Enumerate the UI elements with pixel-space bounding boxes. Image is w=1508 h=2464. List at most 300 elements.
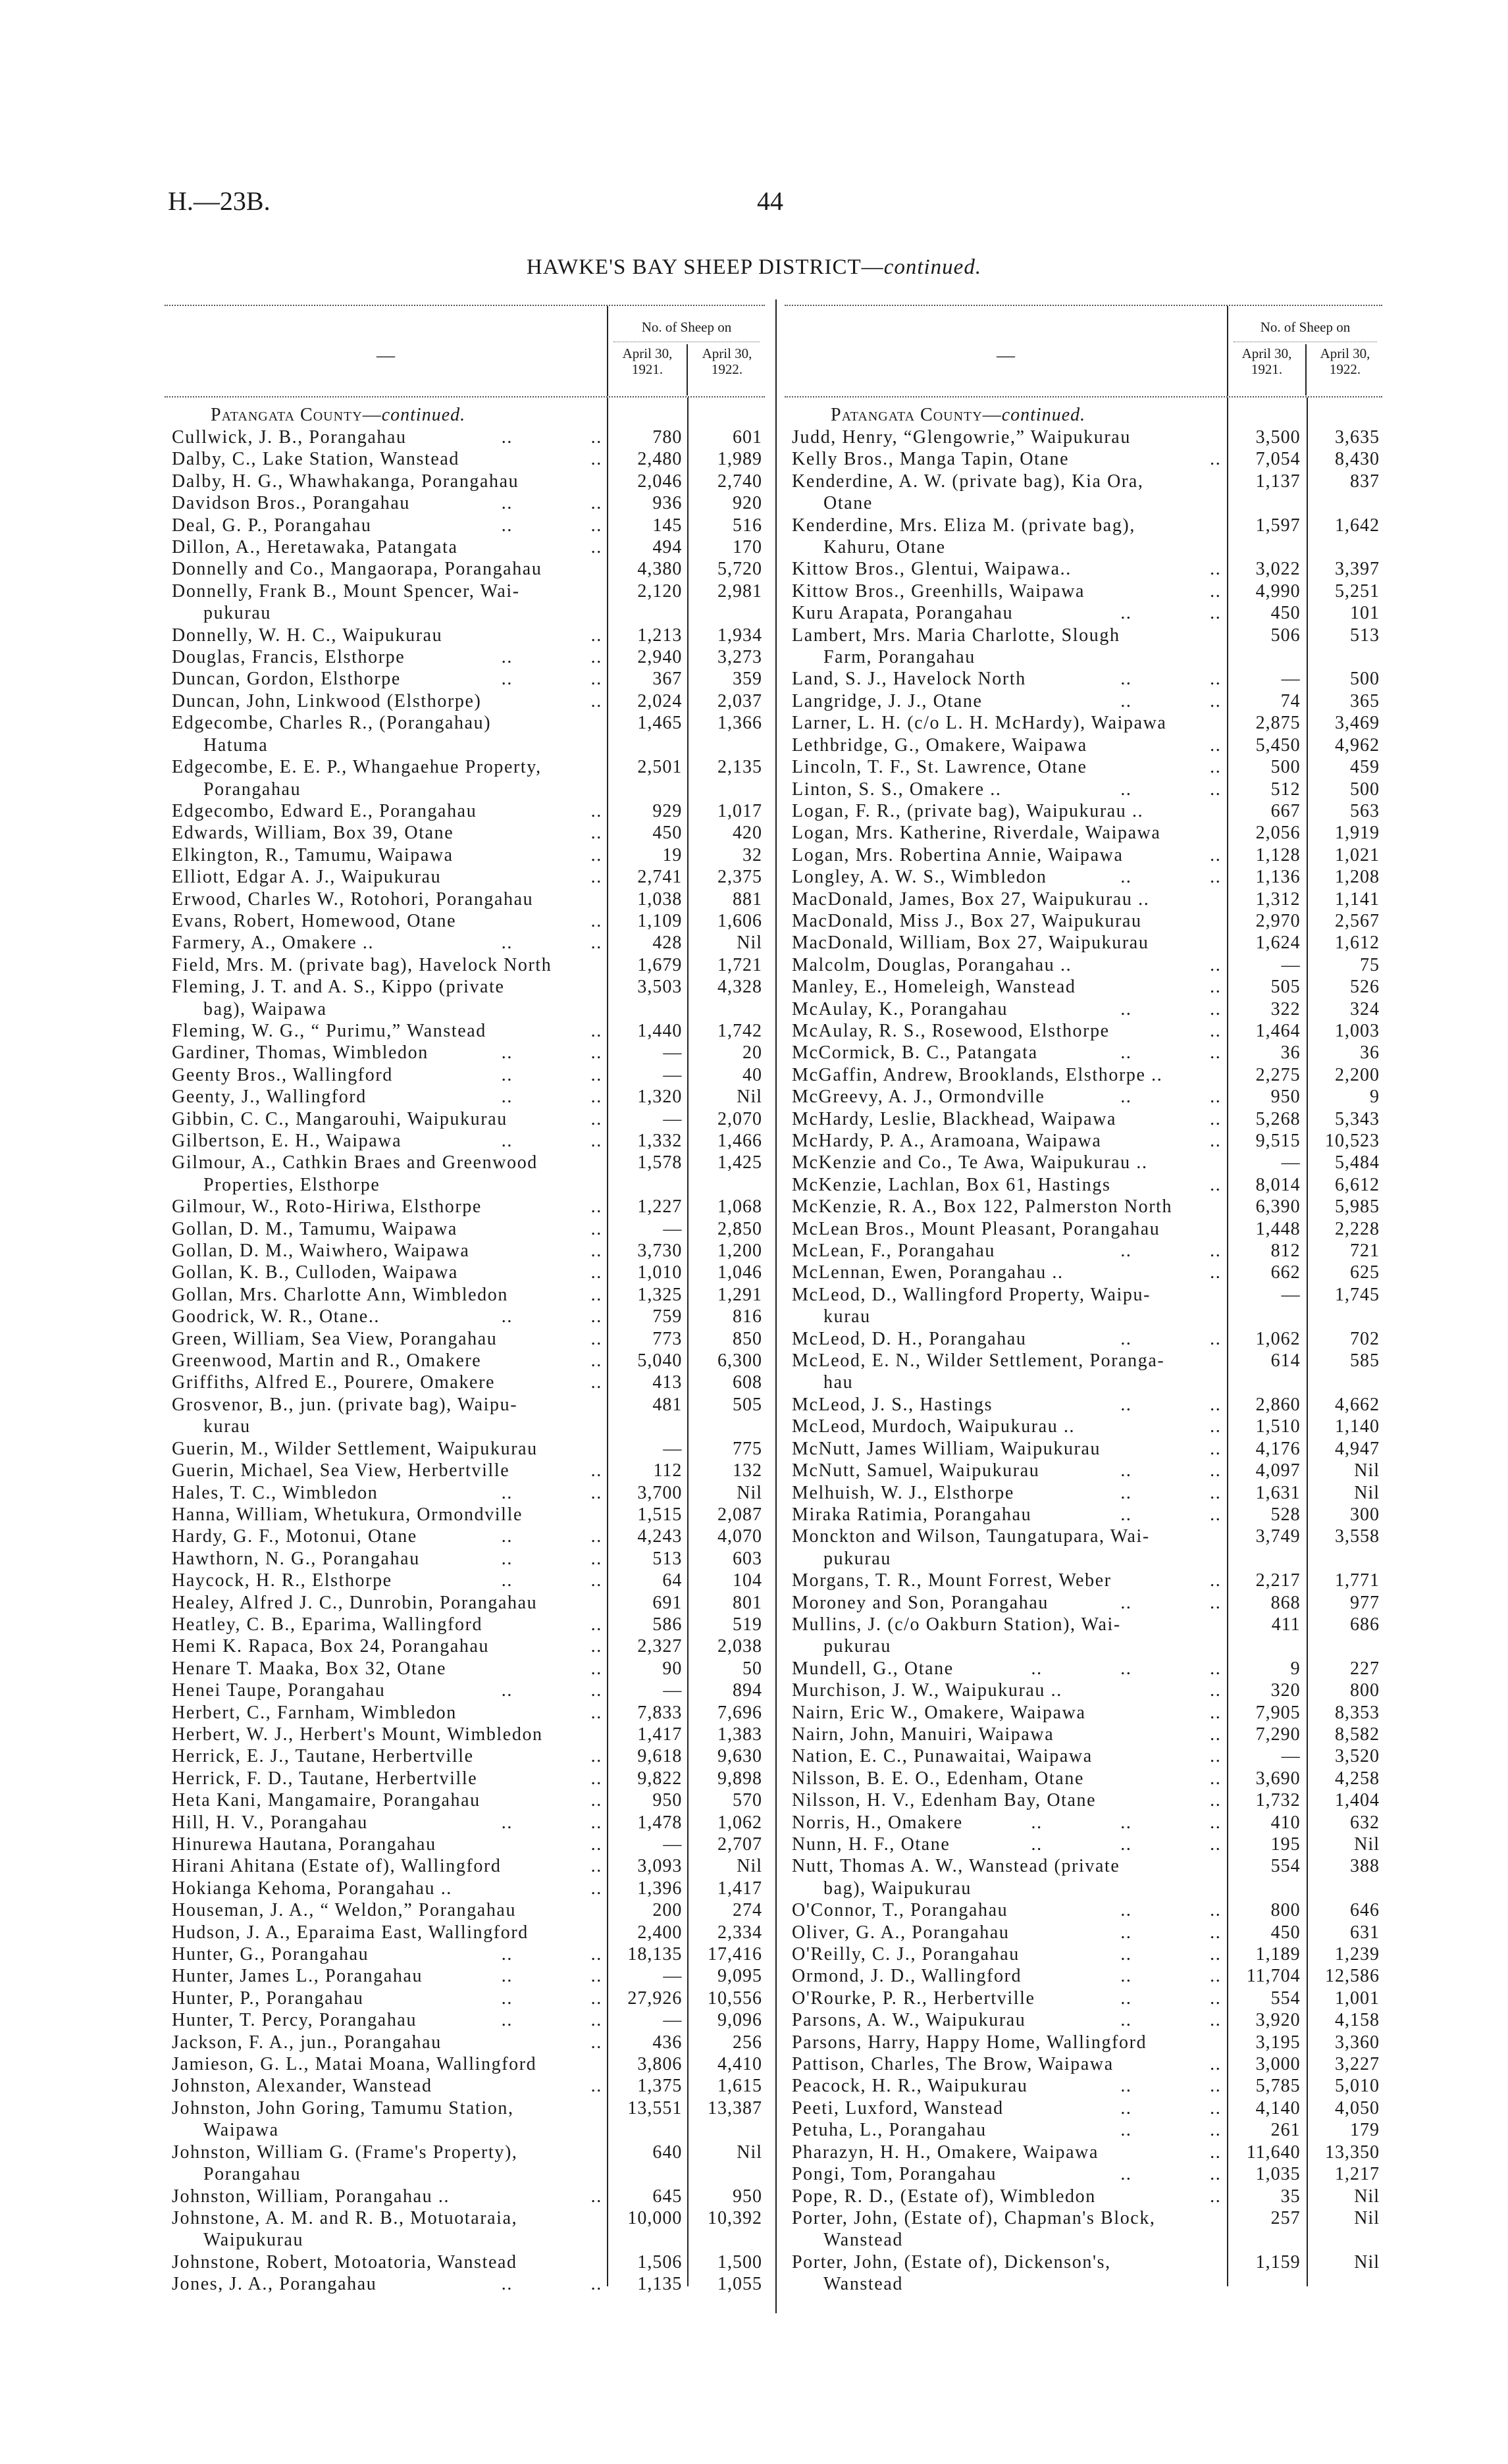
owner-name: Davidson Bros., Porangahau [172,493,411,514]
dot-leader: .. .. [501,2010,602,2031]
dot-leader: .. .. [1120,690,1222,711]
owner-cell [785,1724,1224,1745]
sheep-1921: 4,140 [1255,2097,1301,2118]
dot-leader: .. [1210,977,1222,998]
owner-name: Kenderdine, A. W. (private bag), Kia Ora, [792,471,1144,492]
owner-name: Gollan, K. B., Culloden, Waipawa [172,1262,458,1283]
owner-cell [785,734,1224,756]
sheep-1921: 2,875 [1255,713,1301,734]
table-row [785,2207,1382,2251]
sheep-1921: 950 [652,1790,683,1811]
owner-line [792,1965,1224,1987]
owner-line [792,2009,1224,2031]
owner-line [172,1306,605,1327]
owner-line [792,932,1224,954]
sheep-1921: 929 [652,800,683,821]
owner-line [792,2032,1224,2053]
sheep-1922: 324 [1350,998,1380,1019]
owner-line [792,954,1224,976]
owner-cell [785,1812,1224,1834]
owner-cell [785,1218,1224,1240]
sheep-1921: 936 [652,493,683,514]
owner-cell [785,1680,1224,1701]
owner-cell [165,1218,605,1240]
table-row [785,1614,1382,1658]
sheep-1922: 1,141 [1335,888,1380,910]
sheep-1921: 7,905 [1255,1702,1301,1723]
table-row [165,822,765,844]
owner-cell [785,888,1224,910]
sheep-1921: 1,038 [637,888,683,910]
sheep-1921: 18,135 [627,1944,683,1965]
dot-leader: .. [590,1702,602,1723]
owner-line [792,602,1224,624]
sheep-1922: 8,430 [1335,449,1380,470]
table-row [165,2207,765,2251]
title-main: HAWKE'S BAY SHEEP DISTRICT— [526,255,884,279]
owner-line [792,2186,1224,2207]
owner-line [172,866,605,888]
owner-cell [165,1372,605,1393]
sheep-1922: 4,962 [1335,734,1380,756]
owner-cell [785,1086,1224,1108]
sheep-1922: 1,001 [1335,1988,1380,2009]
owner-line [792,1614,1224,1635]
owner-cell [785,1789,1224,1811]
owner-name: Goodrick, W. R., Otane.. [172,1306,380,1327]
dot-leader [542,558,604,580]
owner-name: Linton, S. S., Omakere .. [792,779,1002,800]
owner-line [172,1614,605,1635]
owner-cell [165,2207,605,2251]
owner-cell [165,2053,605,2075]
owner-name: Greenwood, Martin and R., Omakere [172,1350,482,1372]
owner-cell [785,932,1224,954]
owner-cell [165,1020,605,1042]
owner-cell [165,1614,605,1635]
owner-line [172,448,605,470]
dot-leader: .. .. [501,647,602,668]
owner-name: Edwards, William, Box 39, Otane [172,823,454,844]
sheep-1921: 9,618 [637,1746,683,1767]
owner-line [172,1372,605,1393]
owner-name: Herbert, C., Farnham, Wimbledon [172,1702,457,1723]
sheep-1921: 9 [1290,1658,1301,1679]
owner-cell [165,2186,605,2207]
table-row [165,976,765,1020]
owner-cell [165,822,605,844]
dot-leader [542,756,605,778]
owner-line [172,646,605,668]
dot-leader: .. .. [1120,1988,1222,2009]
owner-name: Longley, A. W. S., Wimbledon [792,867,1047,888]
owner-name: Houseman, J. A., “ Weldon,” Porangahau [172,1900,517,1921]
owner-line [792,1284,1224,1306]
dot-leader: .. [1210,449,1222,470]
owner-name: Larner, L. H. (c/o L. H. McHardy), Waipawa [792,713,1167,734]
table-row [165,1438,765,1460]
dot-leader: .. [590,1241,602,1262]
dot-leader: .. [1210,954,1222,975]
dot-leader: .. .. [1120,2164,1222,2185]
sheep-1921: 3,195 [1255,2032,1301,2053]
sheep-1921: 1,732 [1255,1790,1301,1811]
table-row [165,1878,765,1899]
owner-name: Gollan, Mrs. Charlotte Ann, Wimbledon [172,1284,508,1305]
table-row [785,1570,1382,1591]
column-header-1922: April 30, 1922. [1305,344,1384,396]
owner-line [172,1702,605,1724]
table-row [785,910,1382,932]
owner-name: Hardy, G. F., Motonui, Otane [172,1526,417,1547]
owner-line [792,1834,1224,1855]
sheep-1921: 1,510 [1255,1416,1301,1437]
dot-leader: .. [1210,580,1222,602]
table-row [785,1152,1382,1173]
sheep-1922: Nil [1354,2186,1380,2207]
table-row [785,888,1382,910]
owner-name: Farmery, A., Omakere .. [172,933,375,954]
owner-line [792,1570,1224,1591]
owner-name: Manley, E., Homeleigh, Wanstead [792,977,1076,998]
dot-leader: .. .. [501,1306,602,1327]
sheep-1921: 428 [652,933,683,954]
owner-cell [785,625,1224,669]
owner-cell [165,448,605,470]
dot-leader: .. [590,537,602,558]
dot-leader: .. .. [1120,1328,1222,1349]
owner-line [172,1108,605,1130]
page-title [0,255,1508,280]
owner-cell [165,954,605,976]
sheep-1921: 645 [652,2186,683,2207]
owner-cell [785,1328,1224,1350]
owner-name: McAulay, K., Porangahau [792,998,1008,1019]
owner-cell [165,712,605,756]
sheep-1921: 1,631 [1255,1482,1301,1503]
sheep-1922: 13,350 [1325,2142,1380,2163]
dot-leader [1121,1614,1224,1635]
owner-line [792,1108,1224,1130]
sheep-1922: 1,425 [717,1152,763,1173]
table-row [785,822,1382,844]
table-row [165,1152,765,1196]
sheep-1922: 646 [1350,1900,1380,1921]
sheep-1922: 13,387 [708,2097,763,2118]
owner-line [792,1460,1224,1481]
owner-name: Pattison, Charles, The Brow, Waipawa [792,2054,1114,2075]
sheep-1922: 9,096 [717,2010,763,2031]
owner-line [792,1482,1224,1504]
name-column-header: — [377,346,395,366]
table-row [785,668,1382,690]
sheep-1922: 101 [1350,603,1380,624]
owner-line [792,625,1224,646]
owner-name: McGreevy, A. J., Ormondville [792,1087,1045,1108]
sheep-1921: 500 [1270,757,1301,778]
table-row [165,1570,765,1591]
owner-name: Kuru Arapata, Porangahau [792,603,1014,624]
sheep-1922: 977 [1350,1592,1380,1613]
sheep-1922: 800 [1350,1680,1380,1701]
sheep-1921: 554 [1270,1988,1301,2009]
owner-name: Nunn, H. F., Otane [792,1834,950,1855]
table-row [165,844,765,866]
owner-line [172,1526,605,1547]
owner-name: Land, S. J., Havelock North [792,669,1026,690]
table-row [165,1108,765,1130]
owner-line [172,1350,605,1372]
sheep-1922: 2,334 [717,1922,763,1943]
owner-cell [785,602,1224,624]
dot-leader [517,2251,605,2273]
sheep-1922: 2,037 [717,690,763,711]
dot-leader [514,2097,605,2119]
owner-line [172,844,605,866]
owner-line [792,1438,1224,1460]
table-row [165,1855,765,1877]
owner-name-continuation: kurau [823,1306,871,1327]
owner-name: Judd, Henry, “Glengowrie,” Waipukurau [792,427,1131,448]
owner-cell [165,1548,605,1570]
owner-cell [165,866,605,888]
owner-line [172,1152,605,1173]
dot-leader: .. .. [501,1966,602,1987]
owner-name: Gollan, D. M., Waiwhero, Waipawa [172,1241,470,1262]
sheep-1921: 614 [1270,1350,1301,1372]
sheep-1922: 608 [733,1372,763,1393]
dot-leader: .. .. [501,515,602,536]
sheep-1922: 3,273 [717,647,763,668]
dot-leader [543,1724,605,1745]
sheep-1921: 450 [1270,1922,1301,1943]
sheep-1921: 759 [652,1306,683,1327]
owner-cell [165,1789,605,1811]
owner-name: Nation, E. C., Punawaitai, Waipawa [792,1746,1093,1767]
owner-cell [165,1592,605,1614]
sheep-1921: 3,806 [637,2054,683,2075]
sheep-1922: 1,239 [1335,1944,1380,1965]
owner-line [792,2075,1224,2097]
table-row [165,2075,765,2097]
dot-leader: .. .. [501,1548,602,1569]
dot-leader: .. .. [1120,1394,1222,1415]
owner-cell [165,1350,605,1372]
table-row [785,1988,1382,2009]
sheep-1921: 7,054 [1255,449,1301,470]
sheep-1921: 19 [662,844,683,865]
dot-leader [1156,2207,1224,2229]
sheep-1922: 1,383 [717,1724,763,1745]
owner-line [172,1812,605,1834]
dot-leader: .. [590,844,602,865]
sheep-1922: 1,068 [717,1196,763,1218]
owner-name: McLeod, Murdoch, Waipukurau .. [792,1416,1076,1437]
sheep-1922: 1,062 [717,1812,763,1833]
table-row [165,1284,765,1306]
sheep-1922: Nil [1354,1482,1380,1503]
sheep-1921: 1,010 [637,1262,683,1283]
sheep-1922: 585 [1350,1350,1380,1372]
owner-cell [785,844,1224,866]
column-header-1921: April 30, 1921. [1241,346,1292,377]
owner-cell [165,844,605,866]
table-row [785,1680,1382,1701]
owner-cell [785,1504,1224,1526]
owner-name: Erwood, Charles W., Rotohori, Porangahau [172,888,534,910]
column-rule [687,398,689,2286]
owner-name: Heatley, C. B., Eparima, Wallingford [172,1614,483,1635]
owner-cell [785,1988,1224,2009]
table-row [165,1460,765,1481]
dot-leader [1149,888,1224,910]
owner-name: Johnston, William, Porangahau .. [172,2186,450,2207]
sheep-1922: Nil [737,1087,763,1108]
owner-cell [785,1526,1224,1570]
owner-name: Kittow Bros., Glentui, Waipawa.. [792,559,1072,580]
owner-line [792,1086,1224,1108]
table-row [785,1768,1382,1789]
owner-line [172,910,605,932]
table-row [785,625,1382,669]
owner-name: Gibbin, C. C., Mangarouhi, Waipukurau [172,1108,507,1129]
owner-name: Hirani Ahitana (Estate of), Wallingford [172,1856,502,1877]
sheep-1921: 64 [662,1570,683,1591]
dot-leader: .. [1210,1020,1222,1041]
sheep-1922: 1,612 [1335,933,1380,954]
sheep-1922: Nil [737,2142,763,2163]
sheep-1921: 9,822 [637,1768,683,1789]
table-row [785,1855,1382,1899]
dot-leader: .. [590,1768,602,1789]
sheep-1921: 4,097 [1255,1460,1301,1481]
owner-cell [785,1768,1224,1789]
table-row [785,844,1382,866]
owner-cell [785,1152,1224,1173]
table-row [785,1350,1382,1394]
owner-cell [165,515,605,536]
sheep-1921: 450 [652,823,683,844]
sheep-1922: 4,410 [717,2054,763,2075]
owner-name: Lambert, Mrs. Maria Charlotte, Slough [792,625,1120,646]
owner-name-continuation: pukurau [823,1636,891,1657]
dot-leader: .. [590,867,602,888]
table-row [165,426,765,448]
owner-line [172,2075,605,2097]
dot-leader: .. .. [1120,1482,1222,1503]
owner-cell [785,448,1224,470]
owner-line [792,471,1224,492]
dot-leader [1160,1218,1224,1240]
owner-name: Johnstone, Robert, Motoatoria, Wanstead [172,2251,517,2272]
dot-leader: .. [590,800,602,821]
table-row [165,1658,765,1680]
sheep-1921: 436 [652,2032,683,2053]
owner-cell [785,1196,1224,1218]
dot-leader: .. [590,1614,602,1635]
sheep-1922: 881 [733,888,763,910]
sheep-1922: 2,707 [717,1834,763,1855]
owner-name: McLeod, J. S., Hastings [792,1394,993,1415]
sheep-1922: 3,635 [1335,427,1380,448]
owner-line [792,1350,1224,1372]
sheep-1921: 2,327 [637,1636,683,1657]
owner-name: Heta Kani, Mangamaire, Porangahau [172,1790,481,1811]
owner-name: Parsons, A. W., Waipukurau [792,2010,1026,2031]
dot-leader: .. .. [501,1988,602,2009]
sheep-1922: 8,582 [1335,1724,1380,1745]
owner-name: Monckton and Wilson, Taungatupara, Wai- [792,1526,1150,1547]
owner-name: McHardy, P. A., Aramoana, Waipawa [792,1131,1102,1151]
sheep-1921: 505 [1270,977,1301,998]
owner-line [792,1812,1224,1834]
sheep-1922: 625 [1350,1262,1380,1283]
table-row [165,1592,765,1614]
sheep-1921: 90 [662,1658,683,1679]
owner-name-continuation: Properties, Elsthorpe [203,1174,380,1195]
owner-name: Johnston, John Goring, Tamumu Station, [172,2097,514,2118]
sheep-1922: 1,771 [1335,1570,1380,1591]
sheep-1921: 868 [1270,1592,1301,1613]
table-row [785,2053,1382,2075]
owner-name: Nairn, John, Manuiri, Waipawa [792,1724,1054,1745]
dot-leader [1120,625,1224,646]
sheep-1921: 2,217 [1255,1570,1301,1591]
owner-line [172,2207,605,2229]
sheep-1921: 74 [1280,690,1301,711]
owner-cell [165,2142,605,2186]
owner-cell [165,1064,605,1086]
dot-leader: .. .. [1120,1241,1222,1262]
sheep-1921: 4,176 [1255,1438,1301,1459]
owner-line [172,712,605,734]
sheep-1921: 13,551 [627,2097,683,2118]
owner-cell [785,2207,1224,2251]
dot-leader: .. [590,1218,602,1239]
owner-name: Henare T. Maaka, Box 32, Otane [172,1658,447,1679]
owner-cell [785,1416,1224,1437]
sheep-1921: 195 [1270,1834,1301,1855]
owner-line [172,1680,605,1701]
right-sheep-table [785,305,1382,2296]
table-row [785,690,1382,712]
sheep-1922: 388 [1350,1856,1380,1877]
table-row [785,1965,1382,1987]
owner-line [172,1218,605,1240]
table-row [165,625,765,646]
owner-name: Johnston, Alexander, Wanstead [172,2076,432,2097]
dot-leader [517,2207,605,2229]
owner-name: Nairn, Eric W., Omakere, Waipawa [792,1702,1086,1723]
sheep-1921: 5,268 [1255,1108,1301,1129]
table-row [165,910,765,932]
section-heading [165,404,765,426]
owner-name-continuation: Wanstead [823,2230,903,2251]
owner-cell [165,1658,605,1680]
owner-name: Petuha, L., Porangahau [792,2120,987,2141]
owner-line [172,536,605,558]
owner-line [792,1042,1224,1064]
table-row [785,1438,1382,1460]
owner-cell [165,492,605,514]
owner-cell [165,558,605,580]
sheep-1922: 1,500 [717,2251,763,2272]
owner-name: Gilmour, A., Cathkin Braes and Greenwood [172,1152,538,1173]
owner-name: Murchison, J. W., Waipukurau .. [792,1680,1062,1701]
owner-line [172,954,605,976]
sheep-1922: 1,055 [717,2274,763,2295]
sheep-1922: 10,392 [708,2207,763,2228]
